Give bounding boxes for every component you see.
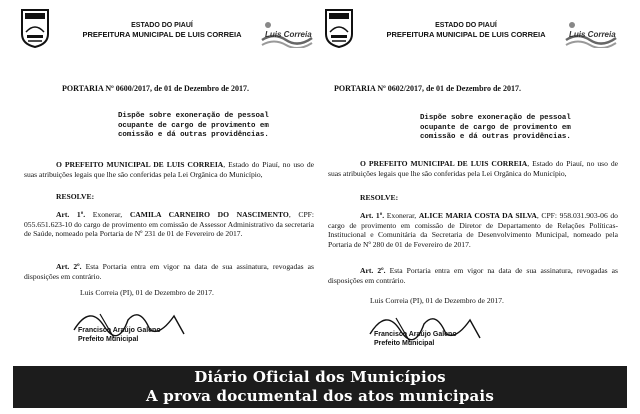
exonerated-name: CAMILA CARNEIRO DO NASCIMENTO: [129, 210, 289, 219]
art1-label: Art. 1º.: [360, 211, 385, 220]
document-header: [322, 8, 618, 50]
art1-label: Art. 1º.: [56, 210, 86, 219]
article-1: [328, 211, 618, 249]
date-line: Luis Correia (PI), 01 de Dezembro de 2017.: [80, 288, 214, 297]
portaria-title: PORTARIA Nº 0600/2017, de 01 de Dezembro de 2017.: [62, 84, 249, 93]
intro-paragraph: [24, 160, 314, 179]
date-line: Luis Correia (PI), 01 de Dezembro de 2017.: [370, 296, 504, 305]
signer-name: Francisco Araújo Galeno: [374, 331, 457, 338]
signer-block: [374, 330, 457, 348]
portaria-0602: [322, 0, 618, 364]
ementa: Dispõe sobre exoneração de pessoal ocupante de cargo de provimento em comissão e dá outras providências.: [420, 114, 571, 141]
art1-pre: Exonerar,: [384, 211, 419, 220]
art1-rest: , CPF: 055.651.623-10 do cargo de provimento em comissão de Assessor Administrativo da secretaria de Saúde, nomeado pela Portaria de Nº 231 de 01 de Fevereiro de 2017.: [24, 210, 314, 239]
article-2: [24, 262, 314, 281]
portaria-0600: [18, 0, 314, 364]
banner-title: Diário Oficial dos Municípios: [194, 368, 446, 386]
intro-paragraph: [328, 159, 618, 178]
art1-pre: Exonerar,: [85, 210, 130, 219]
signer-block: [78, 326, 161, 344]
prefeitura-name: PREFEITURA MUNICIPAL DE LUIS CORREIA: [386, 30, 546, 39]
art2-label: Art. 2º.: [56, 262, 82, 271]
diario-oficial-banner: [13, 366, 627, 408]
resolve-label: RESOLVE:: [360, 193, 399, 202]
document-header: [18, 8, 314, 50]
resolve-label: RESOLVE:: [56, 192, 95, 201]
article-2: [328, 266, 618, 285]
ementa: Dispõe sobre exoneração de pessoal ocupante de cargo de provimento em comissão e dá outras providências.: [118, 112, 269, 139]
art2-label: Art. 2º.: [360, 266, 386, 275]
intro-bold: O PREFEITO MUNICIPAL DE LUIS CORREIA: [56, 160, 224, 169]
signer-name: Francisco Araújo Galeno: [78, 327, 161, 334]
header-text: [62, 21, 262, 39]
intro-bold: O PREFEITO MUNICIPAL DE LUIS CORREIA: [360, 159, 528, 168]
logo-label: Luis Correia: [569, 30, 616, 39]
signer-role: Prefeito Municipal: [78, 336, 139, 343]
intro-rest: , Estado do Piauí, no uso de suas atribuições legais que lhe são conferidas pela Lei Orgânica do Município,: [24, 160, 315, 179]
coat-of-arms-icon: [20, 8, 50, 48]
banner-subtitle: A prova documental dos atos municipais: [146, 387, 494, 405]
intro-rest: , Estado do Piauí, no uso de suas atribuições legais que lhe são conferidas pela Lei Orgânica do Município,: [328, 159, 619, 178]
article-1: [24, 210, 314, 239]
art2-rest: Esta Portaria entra em vigor na data de sua assinatura, revogadas as disposições em contrário.: [24, 262, 314, 281]
portaria-title: PORTARIA Nº 0602/2017, de 01 de Dezembro de 2017.: [334, 84, 521, 93]
art2-rest: Esta Portaria entra em vigor na data de sua assinatura, revogadas as disposições em contrário.: [328, 266, 618, 285]
signer-role: Prefeito Municipal: [374, 340, 435, 347]
exonerated-name: ALICE MARIA COSTA DA SILVA: [418, 211, 537, 220]
state-name: ESTADO DO PIAUÍ: [435, 22, 497, 29]
state-name: ESTADO DO PIAUÍ: [131, 22, 193, 29]
coat-of-arms-icon: [324, 8, 354, 48]
header-text: [366, 21, 566, 39]
prefeitura-name: PREFEITURA MUNICIPAL DE LUIS CORREIA: [82, 30, 242, 39]
logo-label: Luis Correia: [265, 30, 312, 39]
art1-rest: , CPF: 958.031.903-06 do cargo de provimento em comissão de Diretor de Departamento de Relações Políticas-Institucional e Comunitária da Secretaria de Desenvolvimento Municipal, nomeado pela Portaria de Nº 280 de 01 de Fevereiro de 2017.: [328, 211, 618, 249]
